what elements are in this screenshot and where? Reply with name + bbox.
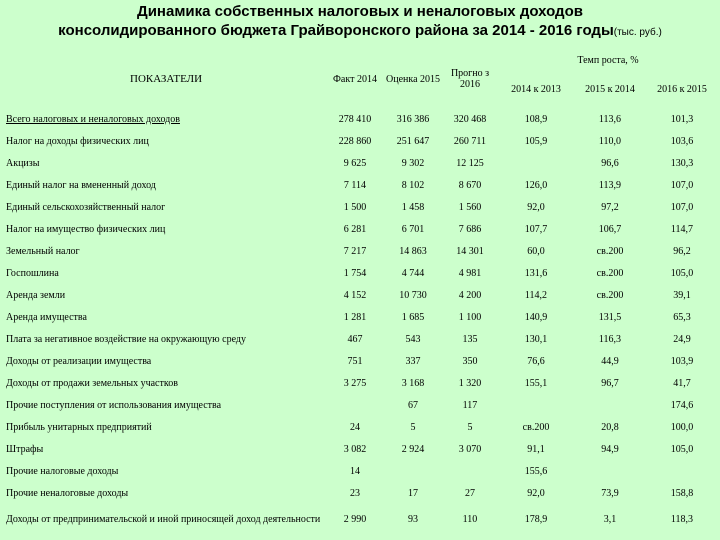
row-cell: 6 281 bbox=[343, 223, 367, 235]
table-row bbox=[4, 460, 718, 482]
row-cell: 337 bbox=[405, 355, 421, 367]
row-cell: 1 100 bbox=[458, 311, 482, 323]
row-cell: 9 302 bbox=[401, 157, 425, 169]
row-label: Прочие поступления от использования имущества bbox=[6, 399, 222, 411]
row-cell: 260 711 bbox=[453, 135, 487, 147]
row-cell: 23 bbox=[350, 487, 360, 499]
row-cell: 8 102 bbox=[401, 179, 425, 191]
row-cell: 14 bbox=[350, 465, 360, 477]
row-label: Налог на имущество физических лиц bbox=[6, 223, 166, 235]
row-cell: 7 217 bbox=[343, 245, 367, 257]
row-cell: 1 320 bbox=[458, 377, 482, 389]
row-cell: 27 bbox=[465, 487, 475, 499]
row-cell: 1 281 bbox=[343, 311, 367, 323]
row-cell: 107,0 bbox=[670, 201, 694, 213]
row-cell: 178,9 bbox=[524, 513, 548, 525]
table-row bbox=[4, 174, 718, 196]
header-indicators: ПОКАЗАТЕЛИ bbox=[130, 72, 203, 85]
row-cell bbox=[442, 460, 498, 482]
title-line-1: Динамика собственных налоговых и неналоговых доходов bbox=[137, 3, 583, 20]
row-cell bbox=[646, 460, 718, 482]
row-label: Плата за негативное воздействие на окружающую среду bbox=[6, 333, 246, 345]
table-row bbox=[4, 350, 718, 372]
table-row bbox=[4, 328, 718, 350]
row-cell: 67 bbox=[408, 399, 418, 411]
row-label: Доходы от реализации имущества bbox=[6, 355, 152, 367]
row-label: Налог на доходы физических лиц bbox=[6, 135, 149, 147]
row-cell: 5 bbox=[467, 421, 473, 433]
row-cell: 105,9 bbox=[524, 135, 548, 147]
title-line-2 bbox=[0, 21, 720, 42]
row-cell: 2 924 bbox=[401, 443, 425, 455]
row-cell: 3 168 bbox=[401, 377, 425, 389]
row-cell: св.200 bbox=[596, 267, 624, 279]
row-cell bbox=[574, 460, 646, 482]
header-growth-rate: Темп роста, % bbox=[577, 54, 639, 66]
row-cell: 100,0 bbox=[670, 421, 694, 433]
row-cell: св.200 bbox=[596, 289, 624, 301]
row-cell: 155,6 bbox=[524, 465, 548, 477]
row-cell: 131,5 bbox=[598, 311, 622, 323]
row-cell: 1 560 bbox=[458, 201, 482, 213]
row-cell: 96,7 bbox=[601, 377, 619, 389]
row-cell: 108,9 bbox=[524, 113, 548, 125]
row-cell: 2 990 bbox=[343, 513, 367, 525]
table-row bbox=[4, 394, 718, 416]
row-cell bbox=[498, 394, 574, 416]
row-cell: св.200 bbox=[522, 421, 550, 433]
header-growth-2014-2013: 2014 к 2013 bbox=[511, 83, 561, 95]
row-cell: 1 685 bbox=[401, 311, 425, 323]
row-cell: 114,7 bbox=[670, 223, 694, 235]
row-cell: 20,8 bbox=[601, 421, 619, 433]
table-row bbox=[4, 262, 718, 284]
row-cell: 131,6 bbox=[524, 267, 548, 279]
row-cell: 6 701 bbox=[401, 223, 425, 235]
row-label: Единый налог на вмененный доход bbox=[6, 179, 156, 191]
revenue-table bbox=[4, 50, 718, 534]
row-cell: 97,2 bbox=[601, 201, 619, 213]
row-cell: 110 bbox=[462, 513, 478, 525]
row-cell: 106,7 bbox=[598, 223, 622, 235]
row-cell: 24 bbox=[350, 421, 360, 433]
row-cell: 101,3 bbox=[670, 113, 694, 125]
row-label: Прочие неналоговые доходы bbox=[6, 487, 129, 499]
row-cell: 174,6 bbox=[670, 399, 694, 411]
row-cell: 103,9 bbox=[670, 355, 694, 367]
row-cell: 4 981 bbox=[458, 267, 482, 279]
row-cell: 113,6 bbox=[598, 113, 622, 125]
row-cell: 135 bbox=[462, 333, 478, 345]
row-cell: 140,9 bbox=[524, 311, 548, 323]
row-cell: 92,0 bbox=[527, 201, 545, 213]
row-cell: 96,2 bbox=[673, 245, 691, 257]
table-row bbox=[4, 108, 718, 130]
row-cell: 96,6 bbox=[601, 157, 619, 169]
row-cell: 7 686 bbox=[458, 223, 482, 235]
header-estimate-2015: Оценка 2015 bbox=[386, 73, 441, 85]
row-cell: 12 125 bbox=[456, 157, 484, 169]
row-label: Аренда имущества bbox=[6, 311, 87, 323]
row-cell: 105,0 bbox=[670, 267, 694, 279]
table-row bbox=[4, 504, 718, 534]
row-label: Акцизы bbox=[6, 157, 40, 169]
row-cell: 8 670 bbox=[458, 179, 482, 191]
row-cell: 118,3 bbox=[670, 513, 694, 525]
table-row bbox=[4, 196, 718, 218]
table-row bbox=[4, 306, 718, 328]
header-fact-2014: Факт 2014 bbox=[333, 73, 377, 85]
table-row bbox=[4, 152, 718, 174]
row-label: Земельный налог bbox=[6, 245, 80, 257]
row-label: Госпошлина bbox=[6, 267, 59, 279]
row-cell: 76,6 bbox=[527, 355, 545, 367]
row-cell: 73,9 bbox=[601, 487, 619, 499]
table-row bbox=[4, 372, 718, 394]
row-label: Штрафы bbox=[6, 443, 44, 455]
row-cell: 320 468 bbox=[453, 113, 487, 125]
row-cell bbox=[574, 394, 646, 416]
row-cell: 7 114 bbox=[343, 179, 367, 191]
row-cell: 751 bbox=[347, 355, 363, 367]
page-title bbox=[0, 2, 720, 42]
row-cell: 105,0 bbox=[670, 443, 694, 455]
table-row bbox=[4, 240, 718, 262]
table-row bbox=[4, 416, 718, 438]
row-cell: 9 625 bbox=[343, 157, 367, 169]
row-cell: 5 bbox=[410, 421, 416, 433]
row-cell: 10 730 bbox=[399, 289, 427, 301]
row-cell: 316 386 bbox=[396, 113, 430, 125]
row-cell: 158,8 bbox=[670, 487, 694, 499]
table-row bbox=[4, 438, 718, 460]
row-cell: 4 744 bbox=[401, 267, 425, 279]
row-cell: 228 860 bbox=[338, 135, 372, 147]
row-label: Аренда земли bbox=[6, 289, 66, 301]
row-cell: 543 bbox=[405, 333, 421, 345]
row-label: Доходы от предпринимательской и иной приносящей доход деятельности bbox=[6, 513, 321, 525]
row-cell: 117 bbox=[462, 399, 478, 411]
row-label: Единый сельскохозяйственный налог bbox=[6, 201, 166, 213]
row-cell: 93 bbox=[408, 513, 418, 525]
table-row bbox=[4, 218, 718, 240]
row-cell: 155,1 bbox=[524, 377, 548, 389]
row-cell: 3 275 bbox=[343, 377, 367, 389]
table-row bbox=[4, 130, 718, 152]
row-cell: 1 500 bbox=[343, 201, 367, 213]
row-cell: 116,3 bbox=[598, 333, 622, 345]
title-line-2-text: консолидированного бюджета Грайворонского района за 2014 - 2016 годы bbox=[58, 22, 614, 39]
header-growth-2016-2015: 2016 к 2015 bbox=[657, 83, 707, 95]
row-cell: 107,7 bbox=[524, 223, 548, 235]
row-cell: 41,7 bbox=[673, 377, 691, 389]
row-cell: 114,2 bbox=[524, 289, 548, 301]
row-cell bbox=[498, 152, 574, 174]
row-cell: 3,1 bbox=[603, 513, 617, 525]
row-label: Всего налоговых и неналоговых доходов bbox=[6, 113, 180, 125]
row-cell: 130,3 bbox=[670, 157, 694, 169]
row-cell: 251 647 bbox=[396, 135, 430, 147]
row-label: Прочие налоговые доходы bbox=[6, 465, 119, 477]
row-cell: 17 bbox=[408, 487, 418, 499]
unit-note: (тыс. руб.) bbox=[613, 27, 662, 38]
row-cell: 278 410 bbox=[338, 113, 372, 125]
row-cell bbox=[384, 460, 442, 482]
row-cell: 60,0 bbox=[527, 245, 545, 257]
header-growth-2015-2014: 2015 к 2014 bbox=[585, 83, 635, 95]
row-label: Доходы от продажи земельных участков bbox=[6, 377, 178, 389]
table-row bbox=[4, 284, 718, 306]
row-cell: 91,1 bbox=[527, 443, 545, 455]
row-cell: 14 863 bbox=[399, 245, 427, 257]
row-cell: 1 458 bbox=[401, 201, 425, 213]
row-cell: 14 301 bbox=[456, 245, 484, 257]
row-cell: 24,9 bbox=[673, 333, 691, 345]
row-cell: 92,0 bbox=[527, 487, 545, 499]
row-cell: 39,1 bbox=[673, 289, 691, 301]
row-cell: 65,3 bbox=[673, 311, 691, 323]
row-cell: 467 bbox=[347, 333, 363, 345]
row-cell: 3 070 bbox=[458, 443, 482, 455]
row-cell: 3 082 bbox=[343, 443, 367, 455]
table-row bbox=[4, 482, 718, 504]
row-cell: св.200 bbox=[596, 245, 624, 257]
header-forecast-2016: Прогно з 2016 bbox=[450, 68, 490, 90]
row-cell: 107,0 bbox=[670, 179, 694, 191]
row-cell: 103,6 bbox=[670, 135, 694, 147]
row-cell bbox=[326, 394, 384, 416]
row-cell: 1 754 bbox=[343, 267, 367, 279]
row-cell: 4 152 bbox=[343, 289, 367, 301]
row-cell: 350 bbox=[462, 355, 478, 367]
row-cell: 130,1 bbox=[524, 333, 548, 345]
row-cell: 94,9 bbox=[601, 443, 619, 455]
row-cell: 44,9 bbox=[601, 355, 619, 367]
row-cell: 126,0 bbox=[524, 179, 548, 191]
row-label: Прибыль унитарных предприятий bbox=[6, 421, 152, 433]
row-cell: 110,0 bbox=[598, 135, 622, 147]
row-cell: 4 200 bbox=[458, 289, 482, 301]
row-cell: 113,9 bbox=[598, 179, 622, 191]
